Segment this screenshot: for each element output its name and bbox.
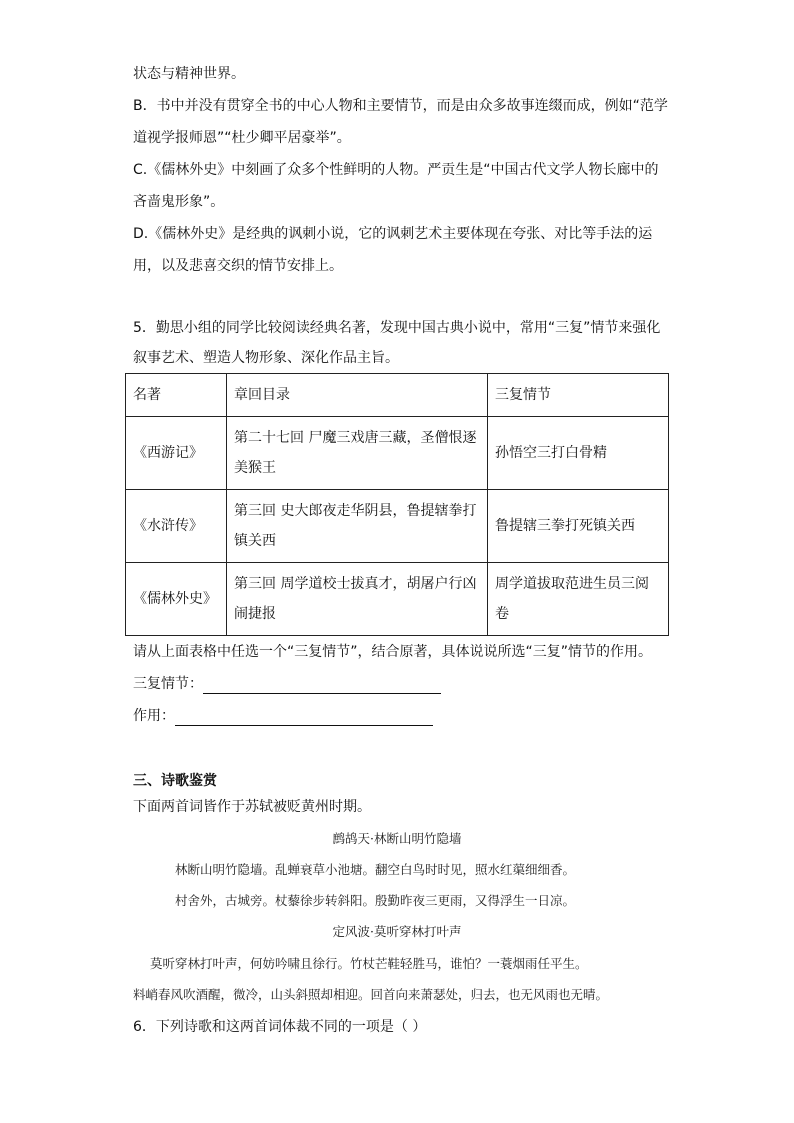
answer-effect-label: 作用： — [133, 708, 175, 724]
q5-stem-line2: 叙事艺术、塑造人物形象、深化作品主旨。 — [133, 350, 399, 366]
cell-plot — [488, 563, 669, 636]
cell-chapter — [227, 417, 488, 490]
header-plot: 三复情节 — [488, 374, 669, 417]
q5-stem-line1: 5．勤思小组的同学比较阅读经典名著，发现中国古典小说中，常用“三复”情节来强化 — [133, 320, 661, 336]
cell-plot — [488, 490, 669, 563]
chapter-line: 第二十七回 尸魔三戏唐三藏，圣僧恨逐 — [234, 430, 477, 446]
cell-book: 《水浒传》 — [126, 490, 227, 563]
option-b-line2: 道视学报师恩”“杜少卿平居豪举”。 — [133, 130, 351, 146]
poem2-line1: 莫听穿林打叶声，何妨吟啸且徐行。竹杖芒鞋轻胜马，谁怕？一蓑烟雨任平生。 — [150, 956, 588, 971]
plot-line: 鲁提辖三拳打死镇关西 — [495, 518, 635, 534]
cell-chapter — [227, 563, 488, 636]
plot-line: 卷 — [495, 606, 509, 622]
q6-stem: 6．下列诗歌和这两首词体裁不同的一项是（ ） — [133, 1019, 427, 1035]
poem2-line2: 料峭春风吹酒醒，微冷，山头斜照却相迎。回首向来萧瑟处，归去，也无风雨也无晴。 — [133, 987, 609, 1002]
option-d-line1: D.《儒林外史》是经典的讽刺小说，它的讽刺艺术主要体现在夸张、对比等手法的运 — [133, 226, 653, 242]
cell-chapter — [227, 490, 488, 563]
answer-effect-blank[interactable] — [175, 709, 433, 726]
poem1-line1: 林断山明竹隐墙。乱蝉衰草小池塘。翻空白鸟时时见，照水红蕖细细香。 — [175, 862, 576, 877]
table-row — [126, 563, 669, 636]
cell-book: 《西游记》 — [126, 417, 227, 490]
header-book: 名著 — [126, 374, 227, 417]
chapter-line: 美猴王 — [234, 460, 276, 476]
option-a-continued: 状态与精神世界。 — [133, 66, 245, 82]
chapter-line: 第三回 史大郎夜走华阴县，鲁提辖拳打 — [234, 503, 477, 519]
poem1-line2: 村舍外，古城旁。杖藜徐步转斜阳。殷勤昨夜三更雨，又得浮生一日凉。 — [175, 893, 576, 908]
poem1-title: 鹧鸪天·林断山明竹隐墙 — [332, 831, 462, 846]
chapter-line: 第三回 周学道校士拔真才，胡屠户行凶 — [234, 576, 477, 592]
plot-line: 孙悟空三打白骨精 — [495, 445, 607, 461]
q5-instruction: 请从上面表格中任选一个“三复情节”，结合原著，具体说说所选“三复”情节的作用。 — [133, 644, 653, 660]
table-header-row — [126, 374, 669, 417]
chapter-line: 闹捷报 — [234, 606, 276, 622]
answer-plot-row — [133, 674, 441, 694]
cell-book: 《儒林外史》 — [126, 563, 227, 636]
poem2-title: 定风波·莫听穿林打叶声 — [332, 924, 462, 939]
answer-plot-blank[interactable] — [203, 677, 441, 694]
table-row — [126, 417, 669, 490]
option-c-line1: C.《儒林外史》中刻画了众多个性鲜明的人物。严贡生是“中国古代文学人物长廊中的 — [133, 162, 659, 178]
section-intro: 下面两首词皆作于苏轼被贬黄州时期。 — [133, 799, 371, 815]
plot-line: 周学道拔取范进生员三阅 — [495, 576, 649, 592]
option-c-line2: 吝啬鬼形象”。 — [133, 194, 225, 210]
chapter-comparison-table — [125, 373, 669, 636]
table-row — [126, 490, 669, 563]
header-chapter: 章回目录 — [227, 374, 488, 417]
answer-effect-row — [133, 706, 433, 726]
section-heading: 三、诗歌鉴赏 — [133, 773, 217, 789]
answer-plot-label: 三复情节： — [133, 676, 203, 692]
option-d-line2: 用，以及悲喜交织的情节安排上。 — [133, 258, 343, 274]
option-b-line1: B．书中并没有贯穿全书的中心人物和主要情节，而是由众多故事连缀而成，例如“范学 — [133, 98, 668, 114]
chapter-line: 镇关西 — [234, 533, 276, 549]
cell-plot — [488, 417, 669, 490]
